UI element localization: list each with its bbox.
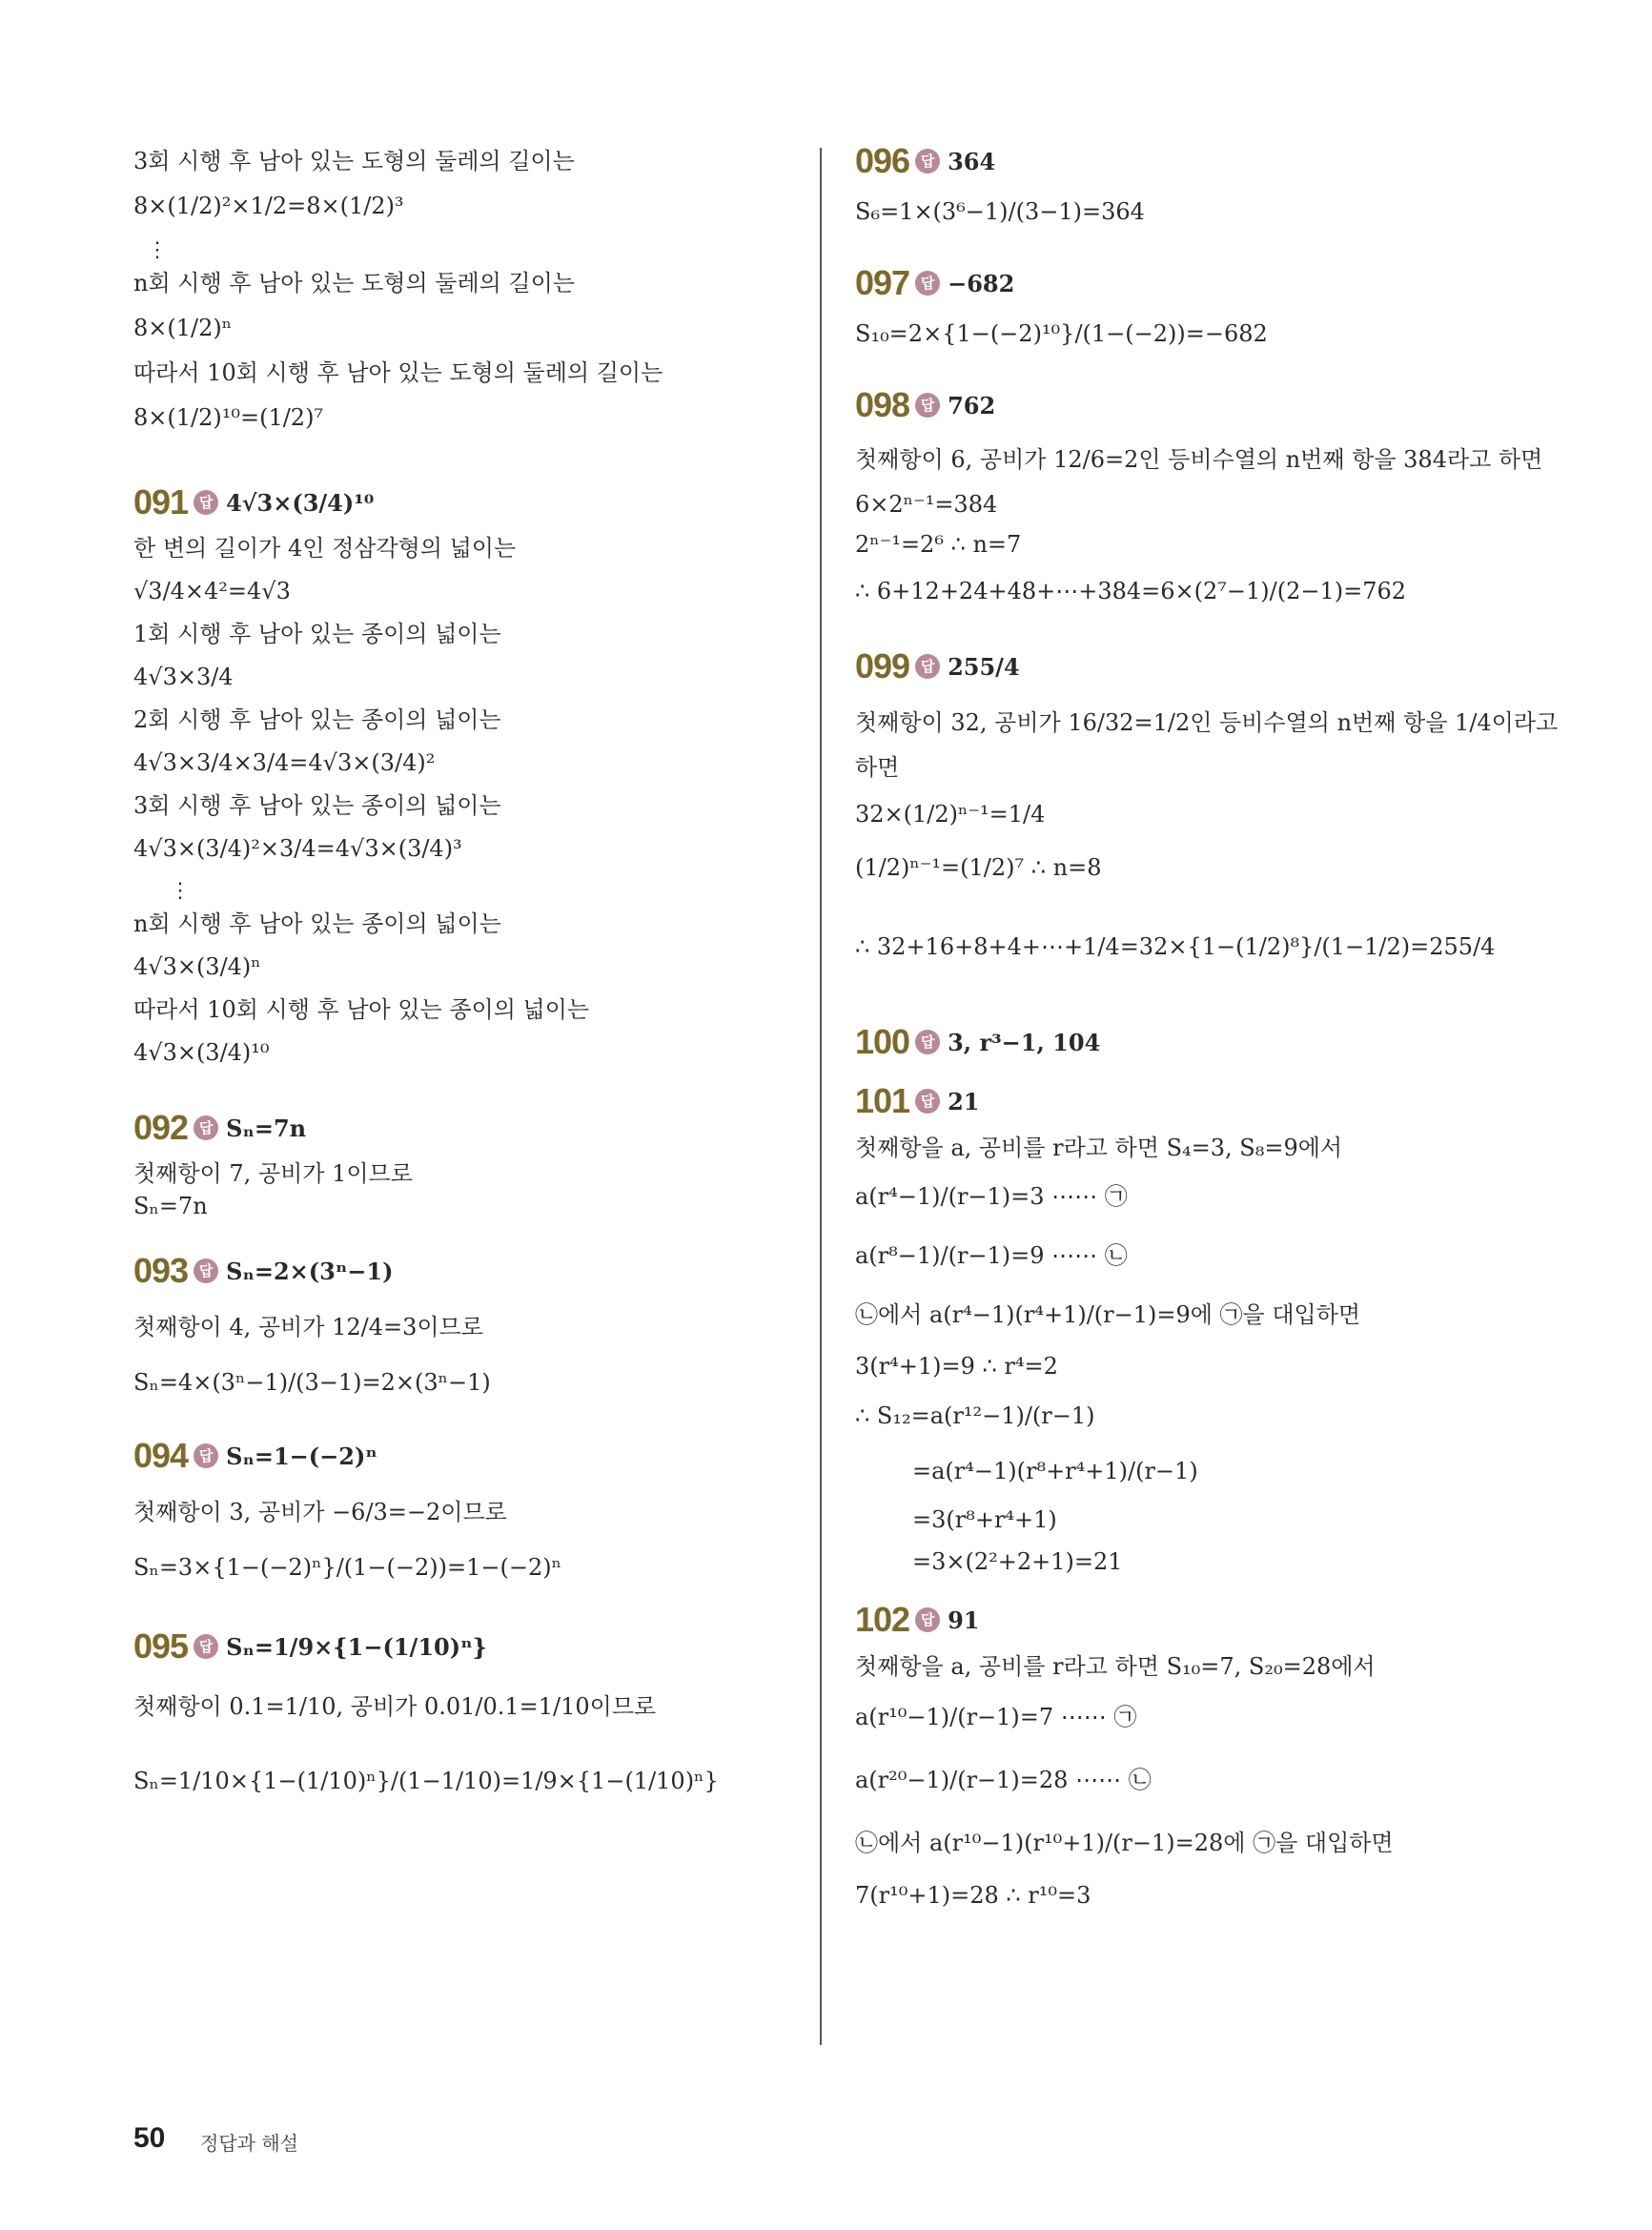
math-line: 3(r⁴+1)=9 ∴ r⁴=2 [855,1353,1058,1380]
column-divider [820,148,822,2045]
answer: 91 [948,1606,980,1634]
problem-header-102 [855,1600,1541,1640]
answer-badge: 답 [915,149,940,174]
math-expression: 8×(1/2)¹⁰=(1/2)⁷ [133,404,324,431]
math-line: a(r⁸−1)/(r−1)=9 ⋯⋯ ㉡ [855,1242,1128,1269]
problem-number: 092 [133,1108,189,1147]
answer-badge: 답 [194,1258,218,1283]
solution-101 [855,1129,1541,1583]
text-line: 1회 시행 후 남아 있는 종이의 넓이는 [133,621,501,647]
problem-number: 095 [133,1626,189,1666]
answer: Sₙ=7n [226,1114,307,1142]
math-line: (1/2)ⁿ⁻¹=(1/2)⁷ ∴ n=8 [855,854,1102,881]
solution-098 [855,435,1541,618]
problem-header-099 [855,646,1541,686]
solution-094 [133,1487,782,1598]
math-line: Sₙ=4×(3ⁿ−1)/(3−1)=2×(3ⁿ−1) [133,1369,491,1396]
problem-header-098 [855,385,1541,425]
problem-number: 093 [133,1251,189,1290]
math-line: 4√3×3/4×3/4=4√3×(3/4)² [133,749,436,776]
solution-092 [133,1157,782,1222]
answer-badge: 답 [915,1030,940,1054]
text-line: 첫째항이 4, 공비가 12/4=3이므로 [133,1314,483,1340]
math-line: 32×(1/2)ⁿ⁻¹=1/4 [855,801,1046,828]
math-line: S₆=1×(3⁶−1)/(3−1)=364 [855,198,1145,225]
answer: 3, r³−1, 104 [948,1028,1101,1056]
text-line: 첫째항이 32, 공비가 16/32=1/2인 등비수열의 n번째 항을 1/4이라고 [855,709,1559,736]
problem-number: 100 [855,1022,910,1061]
text-line: n회 시행 후 남아 있는 도형의 둘레의 길이는 [133,270,575,297]
solution-099 [855,698,1559,999]
text-line: 2회 시행 후 남아 있는 종이의 넓이는 [133,706,501,733]
math-line: 2ⁿ⁻¹=2⁶ ∴ n=7 [855,531,1022,558]
problem-header-100 [855,1022,1541,1062]
answer-badge: 답 [915,271,940,296]
text-line: 따라서 10회 시행 후 남아 있는 도형의 둘레의 길이는 [133,359,663,386]
answer: Sₙ=2×(3ⁿ−1) [226,1257,394,1285]
solution-102 [855,1647,1541,1916]
math-line: 6×2ⁿ⁻¹=384 [855,491,998,518]
text-line: 3회 시행 후 남아 있는 도형의 둘레의 길이는 [133,148,575,174]
page-number: 50 [133,2122,166,2154]
text-line: 한 변의 길이가 4인 정삼각형의 넓이는 [133,535,517,562]
text-line: 첫째항이 6, 공비가 12/6=2인 등비수열의 n번째 항을 384라고 하면 [855,446,1543,473]
text-line: n회 시행 후 남아 있는 종이의 넓이는 [133,910,501,937]
left-column [133,133,782,1829]
math-line: 7(r¹⁰+1)=28 ∴ r¹⁰=3 [855,1882,1091,1909]
math-line: ∴ 32+16+8+4+⋯+1/4=32×{1−(1/2)⁸}/(1−1/2)=255/4 [855,933,1496,960]
math-line: 4√3×(3/4)ⁿ [133,953,261,980]
math-line: a(r¹⁰−1)/(r−1)=7 ⋯⋯ ㉠ [855,1704,1137,1730]
math-line: Sₙ=7n [133,1193,208,1219]
answer-badge: 답 [915,1607,940,1632]
answer-badge: 답 [194,1115,218,1140]
answer: 255/4 [948,652,1020,681]
problem-header-097 [855,263,1541,303]
answer-badge: 답 [194,1443,218,1468]
math-line: Sₙ=1/10×{1−(1/10)ⁿ}/(1−1/10)=1/9×{1−(1/10)ⁿ} [133,1768,719,1794]
math-line [133,177,782,235]
problem-number: 091 [133,482,189,522]
text-line: 첫째항이 0.1=1/10, 공비가 0.01/0.1=1/10이므로 [133,1693,657,1720]
math-line: =3(r⁸+r⁴+1) [912,1506,1057,1533]
answer-badge: 답 [915,654,940,679]
math-line: =3×(2²+2+1)=21 [912,1548,1123,1575]
answer: −682 [948,269,1015,297]
solution-095 [133,1680,782,1829]
math-line [133,299,782,357]
vertical-ellipsis: ⋮ [147,238,168,262]
solution-091 [133,532,782,1079]
problem-number: 099 [855,646,910,685]
problem-header-096 [855,141,1541,181]
math-line: a(r²⁰−1)/(r−1)=28 ⋯⋯ ㉡ [855,1767,1152,1793]
answer-badge: 답 [915,1089,940,1114]
math-line: 4√3×3/4 [133,664,234,690]
text-line: 첫째항이 3, 공비가 −6/3=−2이므로 [133,1499,507,1525]
text-line: 따라서 10회 시행 후 남아 있는 종이의 넓이는 [133,996,590,1023]
problem-number: 094 [133,1436,189,1475]
math-line: Sₙ=3×{1−(−2)ⁿ}/(1−(−2))=1−(−2)ⁿ [133,1554,561,1581]
math-line: 4√3×(3/4)¹⁰ [133,1039,270,1066]
answer-badge: 답 [194,1634,218,1659]
answer-badge: 답 [915,393,940,418]
footer-title: 정답과 해설 [200,2132,298,2155]
math-line: =a(r⁴−1)(r⁸+r⁴+1)/(r−1) [912,1458,1198,1484]
problem-header-092 [133,1108,782,1148]
vertical-ellipsis: ⋮ [170,879,191,903]
answer: Sₙ=1−(−2)ⁿ [226,1442,377,1470]
problem-number: 096 [855,141,910,180]
solution-093 [133,1302,782,1413]
answer: 4√3×(3/4)¹⁰ [226,488,375,517]
answer: 364 [948,147,996,175]
problem-header-093 [133,1251,782,1291]
problem-number: 098 [855,385,910,424]
text-line: 첫째항을 a, 공비를 r라고 하면 S₁₀=7, S₂₀=28에서 [855,1653,1376,1680]
math-expression: 8×(1/2)²×1/2=8×(1/2)³ [133,193,404,219]
math-line: ∴ 6+12+24+48+⋯+384=6×(2⁷−1)/(2−1)=762 [855,578,1407,604]
math-line: √3/4×4²=4√3 [133,578,291,604]
problem-header-101 [855,1081,1541,1121]
math-line: S₁₀=2×{1−(−2)¹⁰}/(1−(−2))=−682 [855,320,1268,347]
text-line: 3회 시행 후 남아 있는 종이의 넓이는 [133,792,501,819]
problem-number: 101 [855,1081,910,1120]
text-line: 첫째항을 a, 공비를 r라고 하면 S₄=3, S₈=9에서 [855,1135,1343,1161]
math-line: a(r⁴−1)/(r−1)=3 ⋯⋯ ㉠ [855,1183,1128,1210]
math-line: ㉡에서 a(r⁴−1)(r⁴+1)/(r−1)=9에 ㉠을 대입하면 [855,1301,1361,1328]
problem-number: 097 [855,263,910,302]
answer-badge: 답 [194,490,218,515]
problem-header-091 [133,482,782,522]
problem-number: 102 [855,1600,910,1639]
text-line: 하면 [855,754,900,781]
text-line: 첫째항이 7, 공비가 1이므로 [133,1160,413,1187]
answer: 762 [948,391,996,419]
math-line: 4√3×(3/4)²×3/4=4√3×(3/4)³ [133,835,462,862]
math-line: ∴ S₁₂=a(r¹²−1)/(r−1) [855,1402,1095,1429]
math-expression: 8×(1/2)ⁿ [133,315,233,341]
right-column [855,133,1559,1916]
answer: 21 [948,1087,980,1115]
problem-header-094 [133,1436,782,1476]
answer: Sₙ=1/9×{1−(1/10)ⁿ} [226,1632,487,1661]
problem-header-095 [133,1626,782,1667]
math-line: ㉡에서 a(r¹⁰−1)(r¹⁰+1)/(r−1)=28에 ㉠을 대입하면 [855,1830,1394,1856]
math-line [133,389,782,446]
